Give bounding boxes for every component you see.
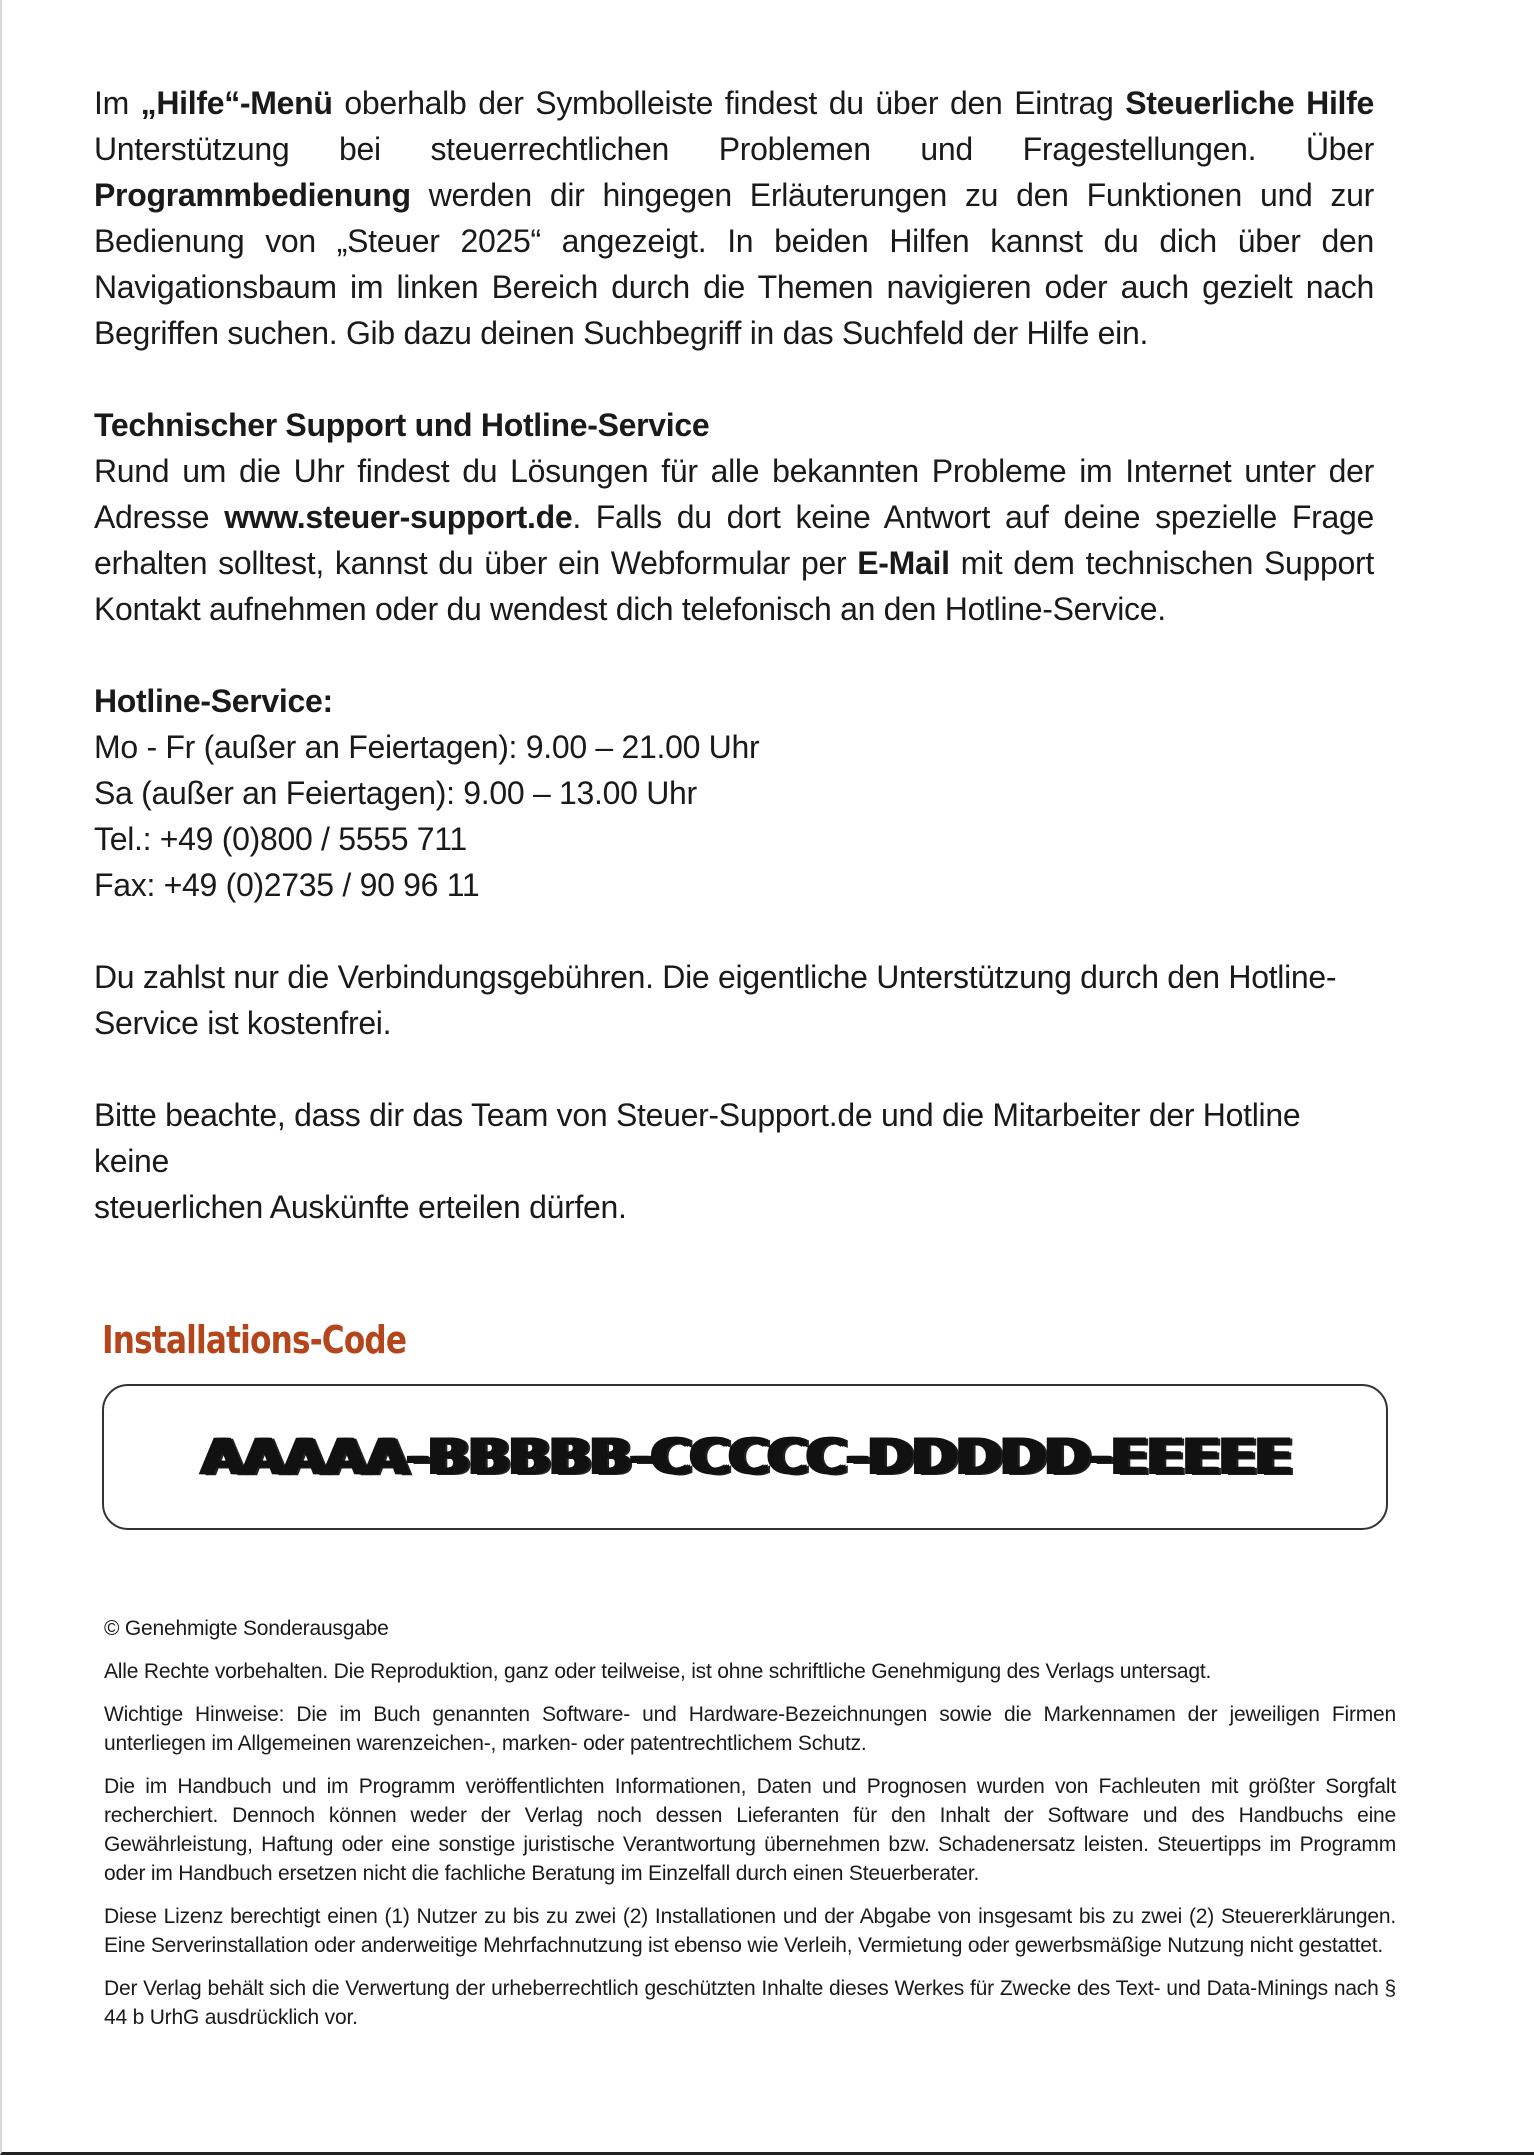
text-run: werden dir hingegen Erläuterungen zu den Funktionen und zur Bedienung von „Steuer 2025“ angezeigt. In beiden Hilfen kannst du dich über den Navigationsbaum im linken Bereich durch die Themen navigieren oder auch gezielt nach Begriffen suchen. Gib dazu deinen Suchbegriff in das Suchfeld der Hilfe ein.	[94, 177, 1374, 351]
text-run: . Falls du dort keine Antwort auf deine spezielle Frage erhalten solltest, kannst du über ein Webformular per	[94, 499, 1374, 581]
spacer	[94, 356, 1374, 402]
programmbedienung-term: Programmbedienung	[94, 177, 411, 213]
installation-code: AAAAA-BBBBB-CCCCC-DDDDD-EEEEE	[200, 1428, 1290, 1486]
main-content	[94, 80, 1374, 1230]
support-heading: Technischer Support und Hotline-Service	[94, 407, 710, 443]
text-run: Rund um die Uhr findest du Lösungen für alle bekannten Probleme im Internet unter der Adresse	[94, 453, 1374, 535]
support-paragraph	[94, 448, 1374, 632]
legal-notice	[104, 1614, 1396, 2046]
fees-line-1: Du zahlst nur die Verbindungsgebühren. Die eigentliche Unterstützung durch den Hotline-	[94, 959, 1337, 995]
tdm-notice: Der Verlag behält sich die Verwertung der urheberrechtlich geschützten Inhalte dieses Werkes für Zwecke des Text- und Data-Minings nach § 44 b UrhG ausdrücklich vor.	[104, 1977, 1396, 2029]
note-line-2: steuerlichen Auskünfte erteilen dürfen.	[94, 1189, 627, 1225]
text-run: Im	[94, 85, 141, 121]
trademark-notice: Wichtige Hinweise: Die im Buch genannten Software- und Hardware-Bezeichnungen sowie die Markennamen der jeweiligen Firmen unterliegen im Allgemeinen warenzeichen-, marken- oder patentrechtlichem Schutz.	[104, 1703, 1396, 1755]
spacer	[94, 632, 1374, 678]
hotline-heading: Hotline-Service:	[94, 683, 333, 719]
liability-notice: Die im Handbuch und im Programm veröffentlichten Informationen, Daten und Prognosen wurden von Fachleuten mit größter Sorgfalt recherchiert. Dennoch können weder der Verlag noch dessen Lieferanten für den Inhalt der Software und des Handbuchs eine Gewährleistung, Haftung oder eine sonstige juristische Verantwortung übernehmen bzw. Schadenersatz leisten. Steuertipps im Programm oder im Handbuch ersetzen nicht die fachliche Beratung im Einzelfall durch einen Steuerberater.	[104, 1775, 1396, 1885]
hotline-hours-weekday: Mo - Fr (außer an Feiertagen): 9.00 – 21.00 Uhr	[94, 729, 760, 765]
hilfe-menu-term: „Hilfe“-Menü	[140, 85, 333, 121]
copyright-line: © Genehmigte Sonderausgabe	[104, 1617, 389, 1640]
spacer	[94, 908, 1374, 954]
fees-line-2: Service ist kostenfrei.	[94, 1005, 392, 1041]
hotline-phone: Tel.: +49 (0)800 / 5555 711	[94, 821, 467, 857]
installation-code-heading: Installations-Code	[102, 1318, 407, 1362]
text-run: oberhalb der Symbolleiste findest du über den Eintrag	[332, 85, 1126, 121]
rights-reserved: Alle Rechte vorbehalten. Die Reproduktion, ganz oder teilweise, ist ohne schriftliche Genehmigung des Verlags untersagt.	[104, 1660, 1212, 1683]
spacer	[94, 1046, 1374, 1092]
help-menu-paragraph	[94, 80, 1374, 356]
hotline-hours-saturday: Sa (außer an Feiertagen): 9.00 – 13.00 Uhr	[94, 775, 697, 811]
installation-code-box	[102, 1384, 1388, 1530]
note-line-1: Bitte beachte, dass dir das Team von Steuer-Support.de und die Mitarbeiter der Hotline keine	[94, 1097, 1301, 1179]
support-url: www.steuer-support.de	[224, 499, 573, 535]
email-term: E-Mail	[857, 545, 950, 581]
license-notice: Diese Lizenz berechtigt einen (1) Nutzer zu bis zu zwei (2) Installationen und der Abgabe von insgesamt bis zu zwei (2) Steuererklärungen. Eine Serverinstallation oder anderweitige Mehrfachnutzung ist ebenso wie Verleih, Vermietung oder gewerbsmäßige Nutzung nicht gestattet.	[104, 1905, 1396, 1957]
steuerliche-hilfe-term: Steuerliche Hilfe	[1125, 85, 1374, 121]
text-run: mit dem technischen Support Kontakt aufnehmen oder du wendest dich telefonisch an den Hotline-Service.	[94, 545, 1374, 627]
text-run: Unterstützung bei steuerrechtlichen Problemen und Fragestellungen. Über	[94, 131, 1374, 167]
hotline-fax: Fax: +49 (0)2735 / 90 96 11	[94, 867, 480, 903]
